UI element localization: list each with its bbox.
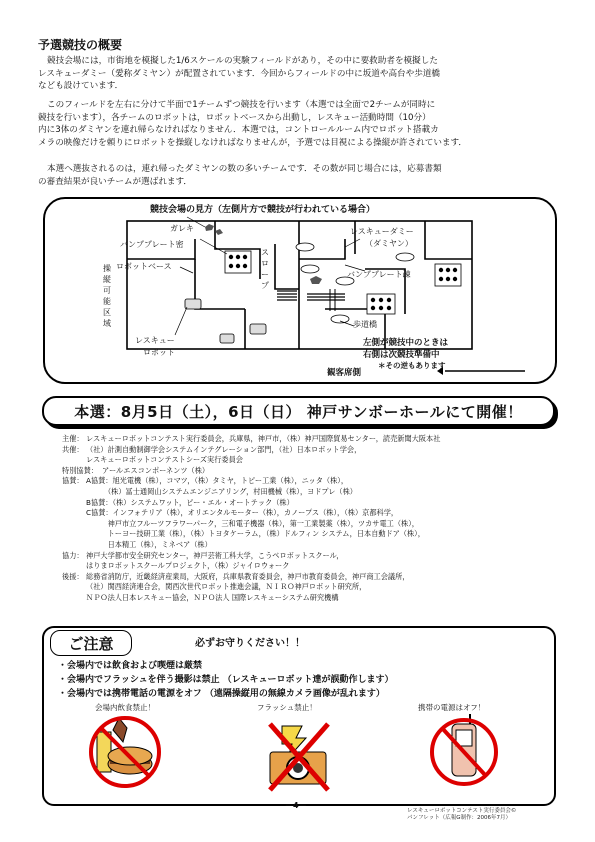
organizer-cohost: 共催： （社）計測自動制御学会システムインテグレーション部門，（社）日本ロボット学会， レスキューロボットコンテストシーズ実行委員会 (62, 444, 362, 465)
label-rescue-robot-1: レスキュー (135, 336, 175, 345)
no-camera-flash-icon (258, 712, 338, 792)
label-rescue-dummy: レスキューダミー (350, 227, 414, 236)
label-rubble: ガレキ (170, 224, 194, 233)
label-robot-base: ロボットベース (116, 262, 172, 271)
organizer-host: 主催： レスキューロボットコンテスト実行委員会，兵庫県，神戸市，（株）神戸国際貿易センター，読売新聞大阪本社 (62, 434, 441, 443)
label-audience-side: 観客席側 (327, 368, 362, 378)
page-number: －4－ (285, 801, 307, 810)
intro-paragraph-3: 本選へ選抜されるのは，連れ帰ったダミヤンの数の多いチームです．その数が同じ場合には，応募書類 の審査結果が良いチームが選ばれます． (38, 164, 442, 187)
caption-no-food: 会場内飲食禁止！ (95, 703, 155, 712)
organizer-special-sponsor: 特別協賛： アールエスコンポーネンツ（株） (62, 465, 210, 475)
label-bump-plate-sparse: バンププレート疎 (347, 270, 411, 279)
note-vice-versa: ＊その逆もあります (378, 361, 446, 370)
note-right-preparing: 右側は次競技準備中 (363, 350, 440, 360)
intro-paragraph-1: 競技会場には，市街地を模擬した1/6スケールの実験フィールドがあり，その中に要救助者を模擬した レスキューダミー（愛称ダミヤン）が配置されています．今回からフィールドの中に坂道や高台や歩道橋 なども設けています． (38, 56, 441, 92)
notice-tag: ご注意 (50, 630, 132, 656)
notice-heading: 必ずお守りください！！ (195, 638, 305, 649)
caption-phone-off: 携帯の電源はオフ！ (418, 703, 486, 712)
rule-no-eating: ・会場内では飲食および喫煙は厳禁 (58, 661, 203, 671)
note-left-active: 左側が競技中のときは (363, 338, 449, 348)
footer-credit: レスキューロボットコンテスト実行委員会© パンフレット（広報G制作：2006年7月） (407, 808, 517, 821)
label-footbridge: 歩道橋 (353, 320, 377, 329)
organizer-list (62, 434, 562, 604)
organizer-support: 後援： 総務省消防庁，近畿経済産業局，大阪府，兵庫県教育委員会，神戸市教育委員会，神戸商工会議所， （社）関西経済連合会，関西次世代ロボット推進会議，ＮＩＲＯ神戸ロボット研究所， ＮＰＯ法人日本レスキュー協会，ＮＰＯ法人 国際レスキューシステム研究機構 (62, 571, 410, 602)
section-title: 予選競技の概要 (38, 38, 123, 52)
no-food-icon (85, 712, 165, 792)
rule-no-flash: ・会場内でフラッシュを伴う撮影は禁止 （レスキューロボット達が誤動作します） (58, 675, 394, 685)
venue-caption: 競技会場の見方（左側片方で競技が行われている場合） (150, 205, 376, 215)
venue-diagram (43, 197, 557, 384)
caption-no-flash: フラッシュ禁止！ (257, 703, 317, 712)
label-bump-plate-dense: バンププレート密 (120, 240, 184, 249)
no-phone-icon (430, 712, 500, 792)
intro-paragraph-2: このフィールドを左右に分けて半面で1チームずつ競技を行います（本選では全面で2チームが同時に 競技を行います），各チームのロボットは，ロボットベースから出動し，レスキュー活動時間（10分） 内に3体のダミヤンを連れ帰らなければなりません．本選では，コントロールルーム内でロボット搭載カ メラの映像だけを頼りにロボットを操縦しなければなりませんが，予選では目視による操縦が許されています． (38, 100, 468, 148)
organizer-sponsors: 協賛： A協賛：旭光電機（株），コマツ，（株）タミヤ，トピー工業（株），ニッタ（株）， （株）冨士通岡山システムエンジニアリング，村田機械（株），ヨドプレ（株） B協賛：（株）システムワット，ピー・エル・オートテック（株） C協賛：インフォテリア（株），オリエンタルモーター（株），カノープス（株），（株）京都科学， 神戸市立フルーツフラワーパーク，三和電子機器（株），第一工業製薬（株），ツカサ電工（株）， トーヨー技研工業（株），（株）トヨタケーラム，（株）ドルフィン システム，日本自動ドア（株）， 日本精工（株），ミネベア（株） (62, 476, 425, 549)
organizer-cooperation: 協力： 神戸大学都市安全研究センター，神戸芸術工科大学，こうべロボットスクール， はりまロボットスクールプロジェクト，（株）ジャイロウォーク (62, 550, 344, 571)
rule-phone-off: ・会場内では携帯電話の電源をオフ （遠隔操縦用の無線カメラ画像が乱れます） (58, 689, 385, 699)
venue-map-drawing (45, 199, 555, 382)
label-slope: ス ロ ー プ (261, 248, 269, 290)
label-dummy-nickname: （ダミヤン） (365, 239, 413, 248)
label-rescue-robot-2: ロボット (143, 348, 175, 357)
label-operation-area: 操 縦 可 能 区 域 (103, 264, 111, 328)
main-event-banner: 本選：8月5日（土），6日（日） 神戸サンボーホールにて開催！ (42, 396, 555, 426)
